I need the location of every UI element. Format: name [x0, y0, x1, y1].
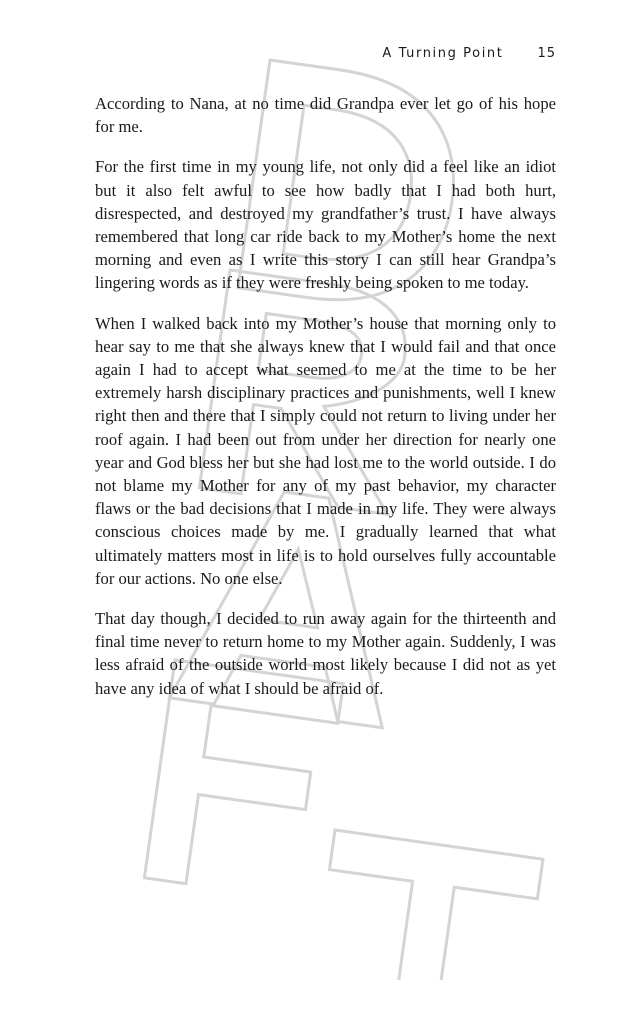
paragraph: For the first time in my young life, not only did a feel like an idiot but it also felt awful to see how badly that I had both hurt, disrespected, and destroyed my grandfather’s trust. I have always remembered that long car ride back to my Mother’s home the next morning and even as I write this story I can still hear Grandpa’s lingering words as if they were freshly being spoken to me today. [95, 157, 556, 293]
watermark-letter-t [300, 830, 543, 980]
paragraph: That day though, I decided to run away again for the thirteenth and final time never to return home to my Mother again. Suddenly, I was less afraid of the outside world most likely because I did not as yet have any idea of what I should be afraid of. [95, 609, 556, 698]
paragraph: According to Nana, at no time did Grandpa ever let go of his hope for me. [95, 94, 556, 137]
paragraph: When I walked back into my Mother’s house that morning only to hear say to me that she always knew that I would fail and that once again I had to accept what seemed to me at the time to be her extremely harsh disciplinary practices and punishments, well I knew right then and there that I simply could not return to living under her roof again. I had been out from under her direction for nearly one year and God bless her but she had lost me to the world outside. I do not blame my Mother for any of my past behavior, my character flaws or the bad decisions that I made in my life. They were always conscious choices made by me. I gradually learned that what ultimately matters most in life is to hold ourselves fully accountable for our actions. No one else. [95, 313, 556, 588]
body-text [95, 92, 556, 717]
running-header [382, 46, 556, 61]
chapter-title: A Turning Point [382, 46, 504, 61]
page-number: 15 [537, 46, 556, 61]
